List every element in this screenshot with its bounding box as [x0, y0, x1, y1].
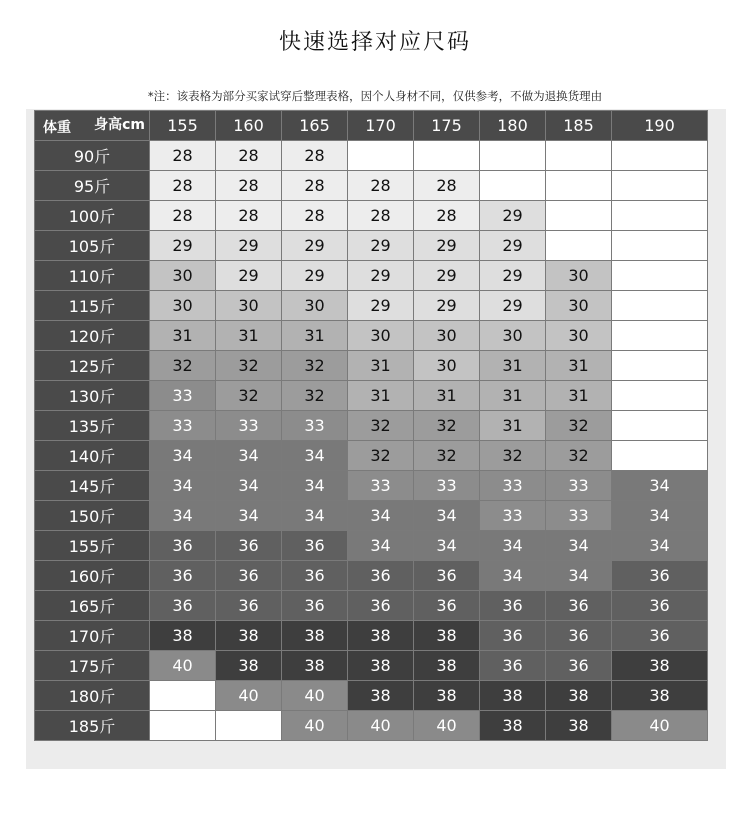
table-row [35, 711, 708, 741]
weight-label: 100斤 [35, 201, 150, 231]
table-row [35, 231, 708, 261]
table-row [35, 411, 708, 441]
size-cell: 30 [150, 261, 216, 291]
size-cell: 31 [150, 321, 216, 351]
size-cell: 34 [282, 471, 348, 501]
size-cell: 33 [480, 501, 546, 531]
size-cell: 28 [216, 171, 282, 201]
table-row [35, 201, 708, 231]
size-cell: 32 [414, 411, 480, 441]
size-cell: 34 [348, 531, 414, 561]
weight-label: 170斤 [35, 621, 150, 651]
size-cell [612, 141, 708, 171]
size-cell: 28 [216, 201, 282, 231]
disclaimer-note: *注：该表格为部分买家试穿后整理表格，因个人身材不同，仅供参考，不做为退换货理由 [147, 89, 603, 103]
size-cell: 38 [414, 621, 480, 651]
size-cell: 33 [348, 471, 414, 501]
size-cell: 29 [480, 261, 546, 291]
weight-label: 165斤 [35, 591, 150, 621]
table-row [35, 321, 708, 351]
size-cell [612, 351, 708, 381]
size-cell: 33 [546, 501, 612, 531]
size-cell [612, 261, 708, 291]
size-cell: 34 [150, 441, 216, 471]
size-cell: 32 [546, 441, 612, 471]
size-cell: 38 [348, 621, 414, 651]
size-cell: 36 [414, 591, 480, 621]
size-cell: 36 [546, 591, 612, 621]
size-cell: 40 [348, 711, 414, 741]
size-cell: 31 [348, 351, 414, 381]
table-row [35, 501, 708, 531]
size-cell: 38 [480, 681, 546, 711]
height-header-175: 175 [414, 111, 480, 141]
size-cell: 28 [348, 171, 414, 201]
size-cell: 28 [150, 171, 216, 201]
table-row [35, 381, 708, 411]
weight-label: 145斤 [35, 471, 150, 501]
weight-label: 140斤 [35, 441, 150, 471]
size-cell: 29 [150, 231, 216, 261]
size-cell: 36 [480, 621, 546, 651]
size-cell [348, 141, 414, 171]
size-cell: 28 [414, 201, 480, 231]
size-cell: 30 [546, 291, 612, 321]
size-cell: 34 [414, 501, 480, 531]
size-cell: 38 [414, 651, 480, 681]
size-cell: 28 [414, 171, 480, 201]
size-cell: 38 [480, 711, 546, 741]
height-header-185: 185 [546, 111, 612, 141]
size-cell: 36 [282, 531, 348, 561]
size-cell: 28 [216, 141, 282, 171]
size-chart-table [34, 110, 708, 741]
size-cell: 29 [282, 261, 348, 291]
size-cell: 29 [348, 261, 414, 291]
size-cell: 29 [216, 231, 282, 261]
height-header-160: 160 [216, 111, 282, 141]
size-cell [612, 171, 708, 201]
weight-label: 105斤 [35, 231, 150, 261]
size-cell: 36 [546, 621, 612, 651]
size-cell: 28 [348, 201, 414, 231]
size-cell [480, 141, 546, 171]
weight-label: 150斤 [35, 501, 150, 531]
size-cell: 30 [546, 261, 612, 291]
size-cell: 32 [216, 351, 282, 381]
size-cell: 32 [282, 351, 348, 381]
size-cell: 28 [282, 141, 348, 171]
size-cell: 40 [216, 681, 282, 711]
size-cell: 31 [480, 351, 546, 381]
size-cell: 33 [414, 471, 480, 501]
size-cell: 31 [348, 381, 414, 411]
weight-axis-label: 体重 [43, 120, 71, 136]
size-cell: 34 [216, 471, 282, 501]
size-cell: 31 [480, 381, 546, 411]
size-cell: 28 [150, 141, 216, 171]
size-cell: 28 [150, 201, 216, 231]
size-cell: 36 [612, 561, 708, 591]
size-chart-body [35, 141, 708, 741]
table-row [35, 651, 708, 681]
size-cell: 40 [414, 711, 480, 741]
size-cell [546, 171, 612, 201]
size-cell: 32 [414, 441, 480, 471]
weight-label: 175斤 [35, 651, 150, 681]
size-cell: 36 [282, 561, 348, 591]
size-cell: 36 [414, 561, 480, 591]
size-cell: 38 [150, 621, 216, 651]
size-cell: 28 [282, 201, 348, 231]
size-cell [612, 441, 708, 471]
table-row [35, 591, 708, 621]
table-row [35, 561, 708, 591]
size-cell: 34 [216, 501, 282, 531]
size-cell: 38 [348, 681, 414, 711]
size-cell: 32 [348, 441, 414, 471]
weight-label: 115斤 [35, 291, 150, 321]
size-cell: 36 [612, 591, 708, 621]
size-cell: 30 [480, 321, 546, 351]
size-cell [612, 291, 708, 321]
weight-label: 135斤 [35, 411, 150, 441]
size-cell: 31 [414, 381, 480, 411]
size-cell: 36 [150, 591, 216, 621]
table-row [35, 141, 708, 171]
size-cell: 31 [546, 351, 612, 381]
size-cell: 34 [546, 531, 612, 561]
size-cell: 29 [414, 291, 480, 321]
weight-label: 95斤 [35, 171, 150, 201]
size-cell: 32 [282, 381, 348, 411]
size-cell: 29 [282, 231, 348, 261]
size-cell: 38 [546, 711, 612, 741]
size-cell: 34 [480, 561, 546, 591]
size-cell: 36 [216, 531, 282, 561]
size-cell: 38 [216, 651, 282, 681]
size-cell: 29 [216, 261, 282, 291]
size-cell: 30 [348, 321, 414, 351]
size-cell: 34 [216, 441, 282, 471]
size-cell [414, 141, 480, 171]
size-cell: 40 [150, 651, 216, 681]
size-cell: 32 [150, 351, 216, 381]
size-cell [546, 201, 612, 231]
size-cell [612, 201, 708, 231]
height-header-190: 190 [612, 111, 708, 141]
weight-label: 160斤 [35, 561, 150, 591]
size-cell: 40 [612, 711, 708, 741]
weight-label: 180斤 [35, 681, 150, 711]
size-cell: 31 [216, 321, 282, 351]
table-row [35, 681, 708, 711]
size-cell: 29 [480, 291, 546, 321]
size-cell: 28 [282, 171, 348, 201]
size-cell: 29 [414, 231, 480, 261]
size-cell: 30 [546, 321, 612, 351]
weight-label: 90斤 [35, 141, 150, 171]
size-cell: 30 [414, 351, 480, 381]
corner-header [35, 111, 150, 141]
size-cell [480, 171, 546, 201]
page-title: 快速选择对应尺码 [278, 30, 471, 55]
size-cell: 31 [546, 381, 612, 411]
size-cell: 34 [348, 501, 414, 531]
size-cell: 40 [282, 681, 348, 711]
size-cell: 36 [546, 651, 612, 681]
size-cell: 31 [282, 321, 348, 351]
size-cell: 36 [480, 591, 546, 621]
size-cell [612, 231, 708, 261]
size-cell [150, 711, 216, 741]
size-cell [216, 711, 282, 741]
table-row [35, 441, 708, 471]
size-cell: 33 [216, 411, 282, 441]
size-cell: 31 [480, 411, 546, 441]
weight-label: 125斤 [35, 351, 150, 381]
size-cell: 32 [216, 381, 282, 411]
size-cell: 38 [612, 681, 708, 711]
size-cell: 34 [150, 471, 216, 501]
size-cell: 33 [282, 411, 348, 441]
size-cell: 38 [612, 651, 708, 681]
height-header-165: 165 [282, 111, 348, 141]
size-cell: 38 [414, 681, 480, 711]
size-cell: 36 [150, 561, 216, 591]
size-cell: 33 [150, 381, 216, 411]
size-cell: 34 [414, 531, 480, 561]
size-cell: 36 [348, 561, 414, 591]
size-cell: 38 [546, 681, 612, 711]
size-cell: 34 [612, 501, 708, 531]
height-header-155: 155 [150, 111, 216, 141]
size-cell [612, 411, 708, 441]
size-cell: 29 [480, 201, 546, 231]
size-cell: 29 [348, 291, 414, 321]
size-cell: 33 [480, 471, 546, 501]
weight-label: 155斤 [35, 531, 150, 561]
table-row [35, 621, 708, 651]
height-header-170: 170 [348, 111, 414, 141]
height-axis-label: 身高cm [94, 117, 145, 133]
size-cell: 36 [216, 591, 282, 621]
size-cell: 38 [282, 621, 348, 651]
size-cell: 38 [216, 621, 282, 651]
size-cell: 29 [348, 231, 414, 261]
size-cell: 30 [414, 321, 480, 351]
size-cell: 32 [546, 411, 612, 441]
height-header-180: 180 [480, 111, 546, 141]
table-row [35, 261, 708, 291]
size-cell: 30 [150, 291, 216, 321]
size-cell: 30 [282, 291, 348, 321]
size-cell: 29 [414, 261, 480, 291]
size-cell: 36 [612, 621, 708, 651]
size-cell: 40 [282, 711, 348, 741]
size-cell: 36 [216, 561, 282, 591]
size-cell: 34 [546, 561, 612, 591]
size-cell [612, 381, 708, 411]
size-cell [546, 231, 612, 261]
weight-label: 185斤 [35, 711, 150, 741]
size-cell: 36 [282, 591, 348, 621]
size-cell: 29 [480, 231, 546, 261]
size-cell: 36 [150, 531, 216, 561]
size-cell [546, 141, 612, 171]
table-row [35, 471, 708, 501]
size-cell: 36 [480, 651, 546, 681]
size-cell: 30 [216, 291, 282, 321]
size-cell: 34 [480, 531, 546, 561]
size-cell: 38 [282, 651, 348, 681]
size-cell: 32 [480, 441, 546, 471]
size-cell: 34 [150, 501, 216, 531]
size-cell [150, 681, 216, 711]
size-cell: 36 [348, 591, 414, 621]
table-row [35, 531, 708, 561]
weight-label: 120斤 [35, 321, 150, 351]
size-cell: 34 [612, 471, 708, 501]
size-cell: 34 [282, 501, 348, 531]
size-cell: 33 [150, 411, 216, 441]
size-cell: 33 [546, 471, 612, 501]
size-cell [612, 321, 708, 351]
weight-label: 130斤 [35, 381, 150, 411]
size-cell: 32 [348, 411, 414, 441]
table-row [35, 291, 708, 321]
size-cell: 38 [348, 651, 414, 681]
table-row [35, 351, 708, 381]
size-cell: 34 [612, 531, 708, 561]
table-row [35, 171, 708, 201]
size-cell: 34 [282, 441, 348, 471]
header-row [35, 111, 708, 141]
weight-label: 110斤 [35, 261, 150, 291]
